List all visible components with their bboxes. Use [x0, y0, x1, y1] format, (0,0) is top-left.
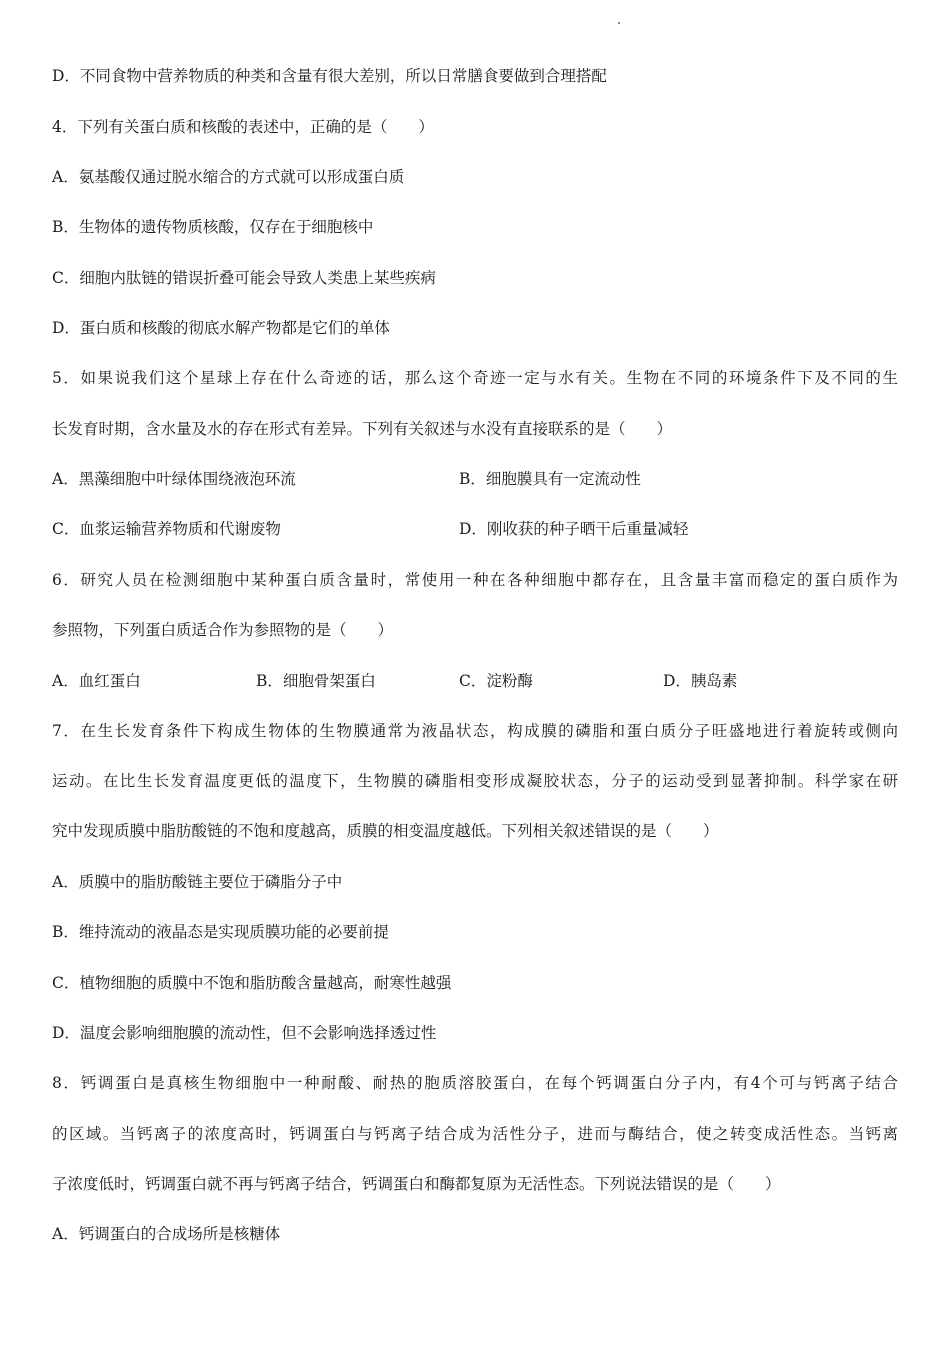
q6-option-d: D．胰岛素: [663, 672, 738, 690]
q7-option-c: C．植物细胞的质膜中不饱和脂肪酸含量越高，耐寒性越强: [52, 974, 452, 992]
q4-stem: 4．下列有关蛋白质和核酸的表述中，正确的是（ ）: [52, 118, 434, 136]
q8-option-a: A．钙调蛋白的合成场所是核糖体: [52, 1225, 281, 1243]
q6-option-c: C．淀粉酶: [459, 672, 533, 690]
q5-option-a: A．黑藻细胞中叶绿体围绕液泡环流: [52, 470, 296, 488]
q6-option-b: B．细胞骨架蛋白: [256, 672, 376, 690]
q4-option-d: D．蛋白质和核酸的彻底水解产物都是它们的单体: [52, 319, 390, 337]
scan-speck: [618, 22, 620, 24]
q7-stem-line2: 运动。在比生长发育温度更低的温度下，生物膜的磷脂相变形成凝胶状态，分子的运动受到显著抑制。科学家在研: [52, 772, 898, 790]
q7-stem-line3: 究中发现质膜中脂肪酸链的不饱和度越高，质膜的相变温度越低。下列相关叙述错误的是（ ）: [52, 822, 719, 840]
q5-option-c: C．血浆运输营养物质和代谢废物: [52, 520, 281, 538]
q5-stem-line2: 长发育时期，含水量及水的存在形式有差异。下列有关叙述与水没有直接联系的是（ ）: [52, 420, 673, 438]
q4-option-a: A．氨基酸仅通过脱水缩合的方式就可以形成蛋白质: [52, 168, 405, 186]
q7-option-d: D．温度会影响细胞膜的流动性，但不会影响选择透过性: [52, 1024, 437, 1042]
q5-option-d: D．刚收获的种子晒干后重量减轻: [459, 520, 689, 538]
q5-option-b: B．细胞膜具有一定流动性: [459, 470, 641, 488]
q4-option-b: B．生物体的遗传物质核酸，仅存在于细胞核中: [52, 218, 374, 236]
q6-stem-line1: 6．研究人员在检测细胞中某种蛋白质含量时，常使用一种在各种细胞中都存在，且含量丰富而稳定的蛋白质作为: [52, 571, 898, 589]
q8-stem-line2: 的区域。当钙离子的浓度高时，钙调蛋白与钙离子结合成为活性分子，进而与酶结合，使之转变成活性态。当钙离: [52, 1125, 898, 1143]
q7-stem-line1: 7．在生长发育条件下构成生物体的生物膜通常为液晶状态，构成膜的磷脂和蛋白质分子旺盛地进行着旋转或侧向: [52, 722, 898, 740]
q8-stem-line3: 子浓度低时，钙调蛋白就不再与钙离子结合，钙调蛋白和酶都复原为无活性态。下列说法错误的是（ ）: [52, 1175, 781, 1193]
q7-option-b: B．维持流动的液晶态是实现质膜功能的必要前提: [52, 923, 389, 941]
q6-stem-line2: 参照物，下列蛋白质适合作为参照物的是（ ）: [52, 621, 394, 639]
q5-stem-line1: 5．如果说我们这个星球上存在什么奇迹的话，那么这个奇迹一定与水有关。生物在不同的环境条件下及不同的生: [52, 369, 898, 387]
q8-stem-line1: 8．钙调蛋白是真核生物细胞中一种耐酸、耐热的胞质溶胶蛋白，在每个钙调蛋白分子内，有4个可与钙离子结合: [52, 1074, 898, 1092]
q3-option-d: D．不同食物中营养物质的种类和含量有很大差别，所以日常膳食要做到合理搭配: [52, 67, 607, 85]
q6-option-a: A．血红蛋白: [52, 672, 141, 690]
q4-option-c: C．细胞内肽链的错误折叠可能会导致人类患上某些疾病: [52, 269, 436, 287]
q7-option-a: A．质膜中的脂肪酸链主要位于磷脂分子中: [52, 873, 343, 891]
